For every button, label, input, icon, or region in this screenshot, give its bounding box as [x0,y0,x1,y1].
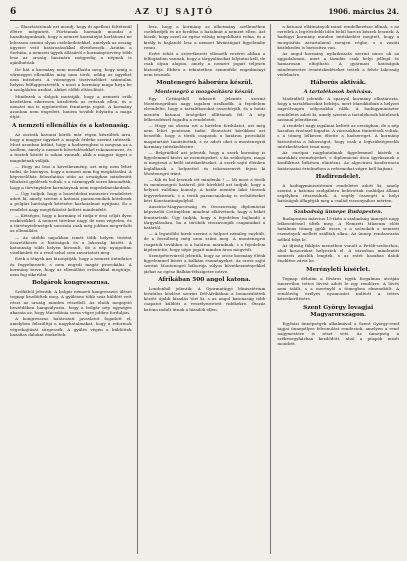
section-heading: Merényleti kísérlet. [306,266,371,273]
section-heading: Montenegró háborúra készül. [156,80,253,87]
article-paragraph: — Az utóbbi napokban ismét több helyen történt összeütközés a hatóságok és a lakosság között. A katonaság több helyen kivonult, de a nép nyugodtan viselkedett és a rend sehol sem zavartatott meg. [10,234,132,256]
article-paragraph: Az európai nagyhatalmak figyelemmel kísérik a marokkói eseményeket, s diplomáciai úton igyekeznek a konfliktust békésen elintézni. Az algecirasi konferencia határozatai értelmében a reformokat végre kell hajtani. [277,150,399,171]
article-paragraph: — A legutóbbi hírek szerint a helyzet némileg enyhült, de a feszültség még nem szűnt meg. A montenegrói csapatok továbbra is a határon maradnak, s a fejedelem kijelentette, hogy népe jogait minden áron megvédi. [143,231,266,252]
article-paragraph: Tegnap délután a főváros egyik forgalmas utcáján ismeretlen tettes lövést adott le egy rendőrre. A lövés nem talált, s a merénylő a tömegben elmenekült. A rendőrség erélyes nyomozást indított a tettes kézrekerítésére. [277,275,399,302]
article-paragraph: — Úgy tudjuk, hogy a honvédelmi miniszter rendeletet adott ki, amely szerint a katonai parancsnokok kötelesek a polgári hatóságok kérésére karhatalmat nyújtani. Ez a rendelet nagy megütközést keltett mindenfelé. [10,190,132,212]
article-paragraph: A hadügyminisztérium rendeletet adott ki, amely szerint a katonai szolgálatra behívottak családjai állami segélyben részesülnek. A segély összegét a helyi hatóságok állapítják meg a család viszonyaihoz mérten. [277,182,399,204]
article-paragraph: lesz, hogy a kormány az alkotmány szellemében cselekedjék és ne fordítsa a hatalmát a nemzet ellen. Azt hiszik, hogy ezzel az egész válság megoldható volna, és a király is hajlandó lesz a nemzet kívánságait figyelembe venni. [143,24,266,50]
section-heading: Bolgárok kongresszusa. [31,280,110,287]
article-paragraph: A rendelet nagy izgalmat keltett az országban, de a nép hazafias érzéssel fogadta. A városokban tüntetések voltak, s a tömeg lelkesen éltette a hadsereget. A kormány biztosította a lakosságot, hogy csak a legszükségesebb intézkedéseket teszi meg. [277,123,399,149]
article-paragraph: Az angol kormány nyilatkozata szerint nincs ok az aggodalomra, mert a lázadás csak helyi jellegű és hamarosan elfojtható. A gyarmati hatóságok mindenesetre óvintézkedéseket tettek a fehér lakosság védelmére. [277,51,399,77]
article-paragraph: Egy Cettinjéből érkezett jelentés szerint Montenegróban nagy izgalom uralkodik. A fejedelem elrendelte, hogy a tartalékosokat összehívják, és a határ mentén katonai őrségeket állítsanak fel. A nép lelkesedéssel fogadta a rendeletet. [143,96,266,122]
article-paragraph: — Illusztrációnak ezt mondj, hogy di apellent föltétenül életre mégintett. Fürteanak harmadi mondai a hazafiságunknak, hogy a nemzet kormányát korlátozni ne lehessen semmi olyan cselekedetekkel, amelyek az ország ügyeire vető határozásokkal élvezhessék. Azután a Serbián, a nemzeti ügyek állásáról e kormánytörvény több lesz az ország hasznára mégpedig a népnek is ajánlhatóak. [10,24,132,66]
article-paragraph: Az osztrák katonai körök már régen készültek arra, hogy a magyar ügyeket a maguk érdeke szerint intézzék. Most azonban kitűnt, hogy a hadseregben is megvan az a szellem, amely a nemzeti követelésekkel rokonszenvez, és a tisztek között is sokan vannak, akik a magyar ügyet a magukénak vallják. [10,131,132,163]
article-paragraph: Ezek a tények azt bizonyítják, hogy a nemzet öntudatos és fegyelmezett, s nem engedi magát provokálni. A kormány terve, hogy az ellenállást erőszakkal megtörje, nem fog sikerülni. [10,256,132,277]
section-heading: Szent György lovagjai Magyarországon. [303,304,374,318]
article-paragraph: Budapesten március 15-ikén a szabadság ünnepét nagy lelkesedéssel ülték meg. A Nemzeti Múzeum előtt hatalmas tömeg gyűlt össze, s a szónokok a nemzeti eszmények mellett szálltak síkra. Az ünnep rendzavarás nélkül folyt le. [277,215,399,242]
column-2 [144,24,272,554]
article-paragraph: Madridból jelentik: A spanyol kormány elhatározta, hogy a tartalékosokat behívja, mert Marokkóban a helyzet napról-napra súlyosabbá válik. A hadügyminiszter rendeletet adott ki, amely szerint a tartalékosok kötelesek azonnal jelentkezni. [277,96,399,122]
article-paragraph: Ausztria-Magyarország és Oroszország diplomáciai képviselői Cettinjében mindent elkövetnek, hogy a békét fenntartsák. Úgy tudják, hogy a fejedelem hajlandó a tárgyalásokra, ha a törökök visszavonják csapataikat a határtól. [143,204,266,230]
article-paragraph: Szófiából jelentik: A bolgár nemzeti kongresszus ülései tegnap kezdődtek meg. A gyűlésen több száz küldött vett részt az ország minden részéből. Az elnök megnyitó beszédében hangsúlyozta, hogy a bolgár nép egységes akarata az, hogy Macedónia sorsa végre jobbra forduljon. [10,289,132,315]
article-paragraph: — Hogy mi lesz a következmény, azt még nem lehet tudni, de bizonyos, hogy a nemzet nem fog meghátrálni. A képviselőház feloszlatása után az országban mindenütt tiltakozó gyűlések voltak, s a vármegyék sorra kimondták, hogy a törvénytelen kormánynak nem engedelmeskednek. [10,163,132,190]
column-3 [277,24,399,554]
article-paragraph: Ezért tehát a szövetkezett ellenzék vezérei abban a felfogásban vannak, hogy a tárgyalásokat folytatni kell, de csak olyan alapon, amely a nemzet jogait teljesen biztosítja. Ebben a tekintetben semmiféle engedményt nem tesznek. [143,51,266,77]
subheading: A tartalékosok behívása. [303,89,373,96]
section-heading: Háborús aktivák. [310,80,366,87]
article-paragraph: — Hogy mi okozta ezt a hirtelen fordulatot, azt még nem lehet pontosan tudni. Beavatott körökben azt beszélik, hogy a török csapatok a határon provokáló magatartást tanúsítottak, s ez adott okot a montenegrói kormány intézkedéseire. [143,123,266,149]
page-number: 6 [10,7,17,17]
column-1 [10,24,138,554]
article-paragraph: a katonai ellátmányok mind rendelkezésre állnak, s az ezredek a legrövidebb időn belül harcra készek lesznek. A hadügyi kormány minden intézkedést megtett, hogy a mozgósítás zavartalanul menjen végbe, s a vasúti közlekedés is biztosítva van. [277,24,399,50]
article-paragraph: Egyházi ünnepségek alkalmával a Szent György-rend tagjai ünnepélyes felvonulást rendeztek, amelyen a rend nagymestere is részt vett. Az ünnepség a székesegyházban kezdődött, ahol a püspök misét mondott. [277,320,399,347]
article-paragraph: — Kik és hol lesznek ott mindenki ? — Mi most a török és montenegrói határról jött hírekből azt tudjuk, hogy a helyzet valóban komoly. A határ mentén lakó törzsek fegyverkeznek, s a török parancsnokság is erősítéseket kért Konstantinápolyból. [143,177,266,203]
article-paragraph: De hát a kormány nem mondhatta meg, hogy amíg a vármegyei ellenállás meg nem törik, addig az ügyeket nem intézheti. A vármegyei tisztviselőket számtalan helyen felfüggesztették, s most a kormány maga hívja be a szolgálatra azokat, akiket előbb eltávolított. [10,66,132,93]
article-paragraph: — Belgrádból azt jelentik, hogy a szerb kormány is figyelemmel kíséri az eseményeket, s ha szükséges, maga is megteszi a kellő intézkedéseket. A szerb sajtó élénken foglalkozik a helyzettel és rokonszenvét fejezi ki Montenegró iránt. [143,150,266,176]
subheading: Montenegró a mozgósításra készül. [154,89,255,96]
columns [10,24,399,554]
article-paragraph: — Kétséges, hogy a kormány el tudja-e érni célját ilyen eszközökkel. A nemzet türelme nagy, de nem végtelen, és a törvénytelenségek sorozata csak még jobban megerősíti az ellenállást. [10,212,132,234]
section-heading: A nemzeti ellenállás és a katonaság. [11,122,130,129]
subheading: Szabadság ünnepe Budapesten. [293,208,383,215]
section-heading: Afrikában 500 angol katona. [158,276,251,283]
article-paragraph: Londonból jelentik: A Gyarmatügyi Minisztérium hivatalos közlése szerint Dél-Afrikában a bennszülöttek között újabb lázadás tört ki, s az angol katonaság több csapatot küldött a veszélyeztetett vidékekre. Ötszáz katona indult útnak a lázadók ellen. [143,285,266,312]
article-paragraph: A kongresszus határozati javaslatot fogadott el, amelyben felszólítja a nagyhatalmakat, hogy a reformok végrehajtását sürgessék. A gyűlés végén a küldöttek hazafias dalokat énekeltek. [10,316,132,337]
masthead: AZ UJ SAJTÓ [134,6,215,16]
issue-date: 1906. március 24. [328,7,399,16]
divider [285,206,391,207]
article-paragraph: Szentpétervárról jelentik, hogy az orosz kormány élénk figyelemmel kíséri a balkáni eseményeket. Az orosz sajtó szerint Montenegró háborúja súlyos következményekkel járhat az egész Balkán-félszigetre nézve. [143,252,266,274]
page-header [10,6,399,21]
article-paragraph: Az ifjúság fáklyás menetben vonult a Petőfi-szoborhoz, ahol koszorúkat helyeztek el. A városban mindenütt nemzeti zászlók lengtek, s az estét hazafias dalok éneklése zárta be. [277,242,399,264]
section-heading: Hadirendelet. [315,173,361,180]
article-paragraph: Mindezek a dolgok mutatják, hogy a nemzeti erők kezdetben sikeresen küzdöttek az erőszak ellen, és a nemzet ma is egyöntetűen fenntartja jogait. A kormány azonban nem engedett, hanem tovább folytatta a maga útját. [10,93,132,120]
